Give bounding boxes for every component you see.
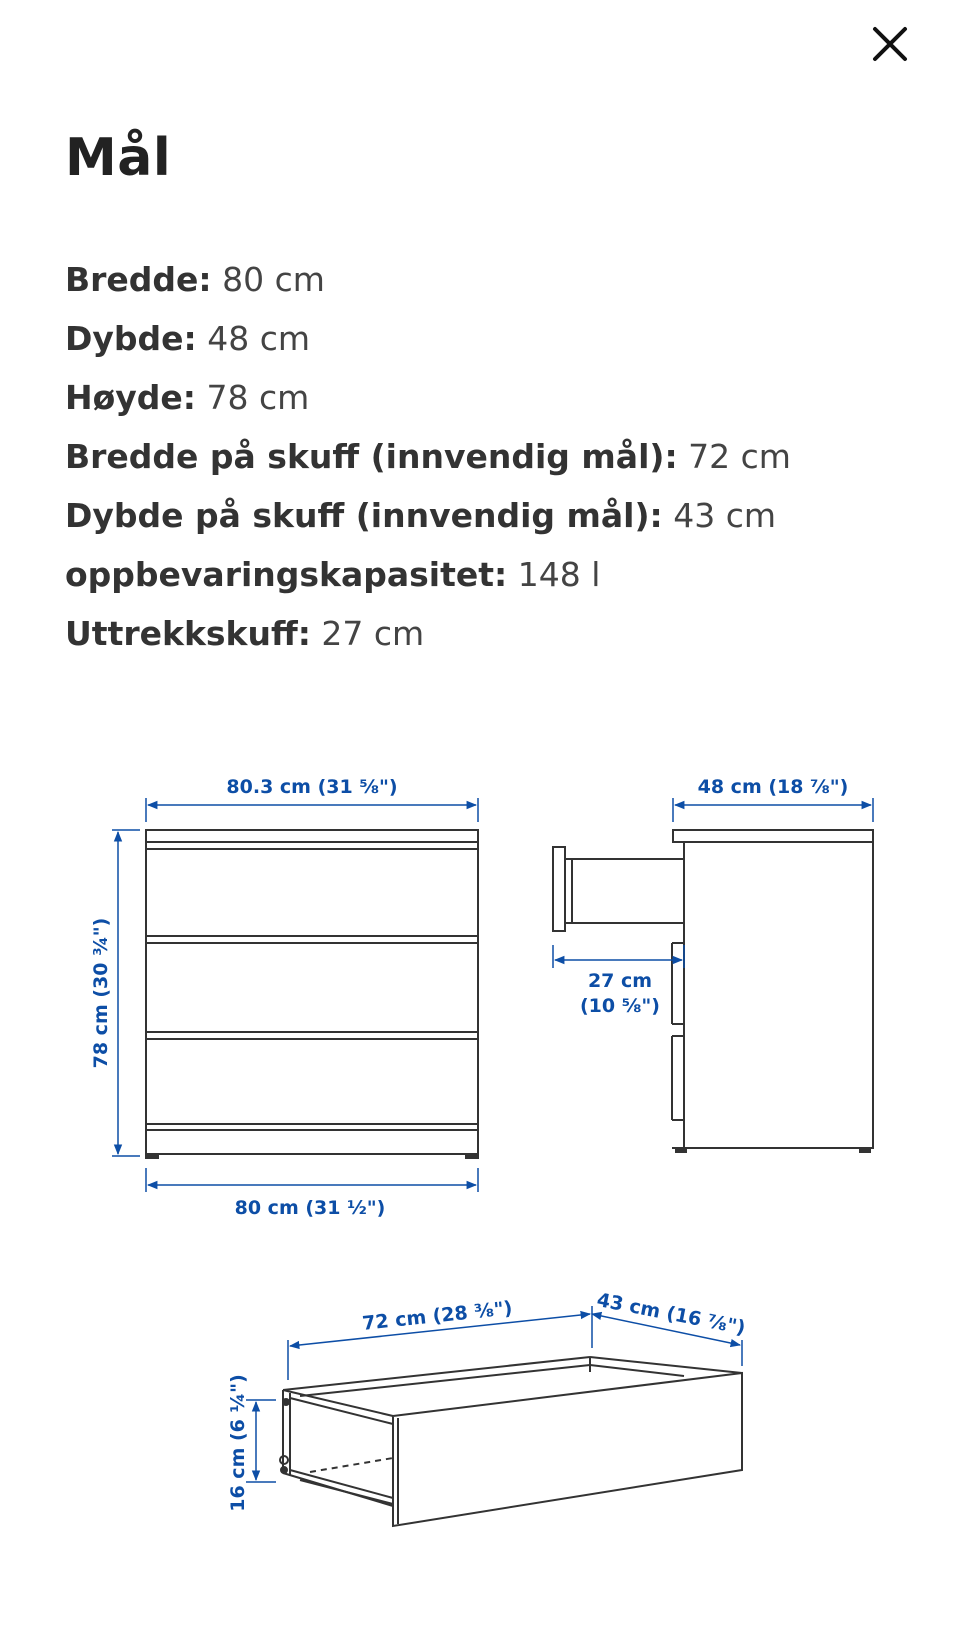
drawer-perspective-view	[280, 1357, 742, 1526]
spec-value: 148 l	[517, 555, 601, 594]
spec-label: Bredde:	[65, 260, 212, 299]
spec-label: Dybde på skuff (innvendig mål):	[65, 496, 663, 535]
spec-value: 43 cm	[673, 496, 777, 535]
spec-value: 80 cm	[222, 260, 325, 299]
spec-label: Høyde:	[65, 378, 197, 417]
front-view-chest	[146, 830, 478, 1158]
front-top-width-label: 80.3 cm (31 ⅝")	[226, 776, 398, 798]
spec-value: 48 cm	[207, 319, 311, 358]
front-top-width-dimension	[146, 798, 478, 822]
drawer-pullout-dimension	[553, 945, 684, 968]
front-height-dimension	[112, 830, 140, 1156]
side-depth-label: 48 cm (18 ⅞")	[697, 776, 849, 798]
drawer-height-label: 16 cm (6 ¼")	[227, 1374, 249, 1512]
drawer-depth-label: 43 cm (16 ⅞")	[595, 1288, 748, 1340]
spec-value: 27 cm	[321, 614, 425, 653]
front-bottom-width-dimension	[146, 1168, 478, 1192]
spec-label: Dybde:	[65, 319, 197, 358]
spec-label: oppbevaringskapasitet:	[65, 555, 508, 594]
drawer-width-label: 72 cm (28 ⅜")	[361, 1297, 514, 1335]
front-height-label: 78 cm (30 ¾")	[90, 917, 112, 1069]
drawer-height-dimension	[246, 1400, 276, 1482]
spec-value: 72 cm	[688, 437, 791, 476]
spec-label: Bredde på skuff (innvendig mål):	[65, 437, 678, 476]
page-title: Mål	[65, 128, 172, 188]
spec-value: 78 cm	[206, 378, 310, 417]
side-depth-dimension	[673, 798, 873, 822]
front-bottom-width-label: 80 cm (31 ½")	[234, 1197, 386, 1219]
drawer-pullout-label-line1: 27 cm	[587, 970, 653, 992]
drawer-pullout-label-line2: (10 ⅝")	[580, 995, 660, 1017]
spec-label: Uttrekkskuff:	[65, 614, 311, 653]
